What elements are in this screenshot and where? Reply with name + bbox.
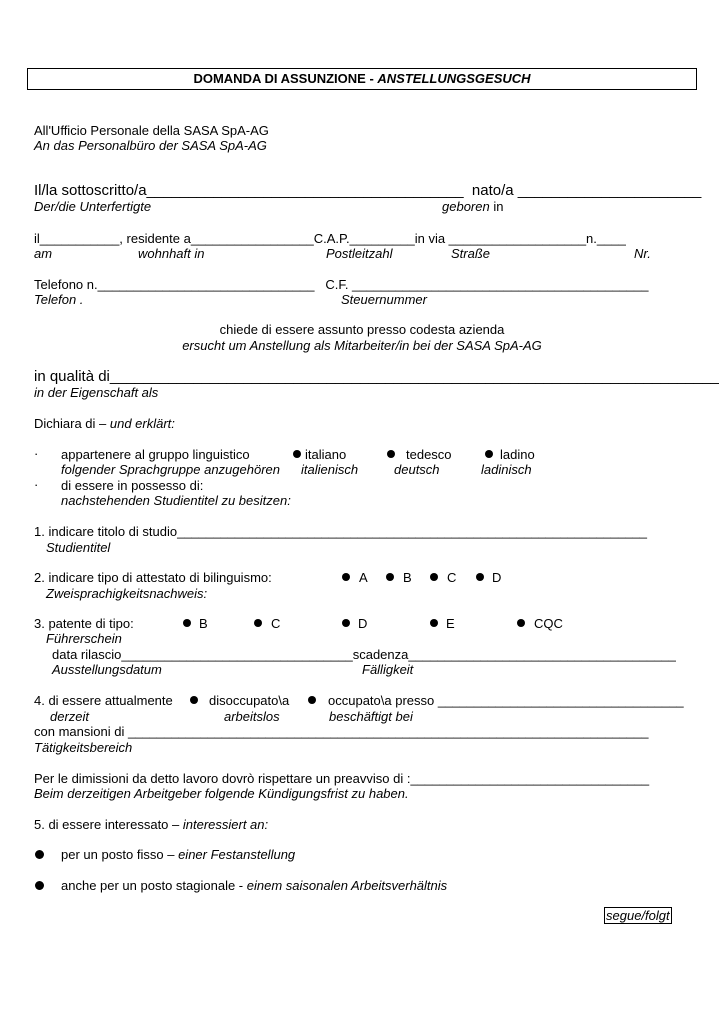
bilingual-option-c: C xyxy=(447,570,457,585)
permanent-position-label xyxy=(61,847,295,863)
continue-box: segue/folgt xyxy=(606,908,670,923)
addressee-it: All'Ufficio Personale della SASA SpA-AG xyxy=(34,123,269,138)
phone-taxcode-field[interactable]: Telefono n.______________________________ C.F. _________________________________________ xyxy=(34,277,649,292)
option-ladinisch: ladinisch xyxy=(481,462,532,477)
undersigned-de-label: Der/die Unterfertigte xyxy=(34,199,152,214)
employed-de: beschäftigt bei xyxy=(329,709,413,724)
study-title-field[interactable]: 1. indicare titolo di studio_________________________________________________________________ xyxy=(34,524,648,539)
street-de-label: Straße xyxy=(451,246,491,261)
option-italiano: italiano xyxy=(305,447,347,462)
radio-ladino[interactable] xyxy=(485,450,493,458)
license-dates-field[interactable]: data rilascio________________________________scadenza_____________________________________ xyxy=(52,647,676,662)
employment-label-it: 4. di essere attualmente xyxy=(34,693,173,708)
option-ladino: ladino xyxy=(500,447,535,462)
radio-license-b[interactable] xyxy=(183,619,191,627)
license-option-e: E xyxy=(446,616,455,631)
declares-label xyxy=(34,416,175,432)
notice-period-field[interactable]: Per le dimissioni da detto lavoro dovrò rispettare un preavviso di :_________________________________ xyxy=(34,771,650,786)
taxcode-de-label: Steuernummer xyxy=(341,292,427,307)
born-de-text: geboren xyxy=(442,199,490,214)
birth-residence-field[interactable]: il___________, residente a_________________C.A.P._________in via ___________________n.____ xyxy=(34,231,626,246)
language-group-de: folgender Sprachgruppe anzugehören xyxy=(61,462,281,477)
radio-license-e[interactable] xyxy=(430,619,438,627)
form-title-box xyxy=(27,68,697,90)
undersigned-field[interactable]: Il/la sottoscritto/a______________________________________ nato/a ______________________ xyxy=(34,182,702,199)
form-title-main: DOMANDA DI ASSUNZIONE - xyxy=(193,71,378,86)
request-de: ersucht um Anstellung als Mitarbeiter/in bei der SASA SpA-AG xyxy=(182,338,542,353)
radio-license-c[interactable] xyxy=(254,619,262,627)
employment-label-de: derzeit xyxy=(50,709,90,724)
seasonal-position-it: anche per un posto stagionale - xyxy=(61,878,247,893)
unemployed-de: arbeitslos xyxy=(224,709,280,724)
declares-de: und erklärt: xyxy=(109,416,175,431)
interest-de: interessiert an: xyxy=(182,817,269,832)
radio-license-cqc[interactable] xyxy=(517,619,525,627)
checkbox-permanent-position[interactable] xyxy=(35,850,44,859)
form-title xyxy=(28,71,696,87)
radio-bilingual-d[interactable] xyxy=(476,573,484,581)
study-bullet: · xyxy=(34,477,39,492)
license-option-c: C xyxy=(271,616,281,631)
option-tedesco: tedesco xyxy=(406,447,452,462)
language-bullet: · xyxy=(34,446,39,461)
study-possession-it: di essere in possesso di: xyxy=(61,478,204,493)
born-in-text: in xyxy=(489,199,504,214)
license-option-d: D xyxy=(358,616,368,631)
duties-field[interactable]: con mansioni di ________________________________________________________________________ xyxy=(34,724,649,739)
license-label-it: 3. patente di tipo: xyxy=(34,616,134,631)
study-title-de-label: Studientitel xyxy=(46,540,111,555)
house-number-de-label: Nr. xyxy=(634,246,651,261)
permanent-position-it: per un posto fisso – xyxy=(61,847,179,862)
notice-period-de: Beim derzeitigen Arbeitgeber folgende Kündigungsfrist zu haben. xyxy=(34,786,409,801)
bilingual-option-b: B xyxy=(403,570,412,585)
radio-bilingual-a[interactable] xyxy=(342,573,350,581)
radio-tedesco[interactable] xyxy=(387,450,395,458)
birth-date-de-label: am xyxy=(34,246,53,261)
seasonal-position-label xyxy=(61,878,447,894)
checkbox-seasonal-position[interactable] xyxy=(35,881,44,890)
license-label-de: Führerschein xyxy=(46,631,122,646)
form-title-german: ANSTELLUNGSGESUCH xyxy=(377,71,531,86)
declares-it: Dichiara di – xyxy=(34,416,110,431)
language-group-it: appartenere al gruppo linguistico xyxy=(61,447,250,462)
bilingual-option-d: D xyxy=(492,570,502,585)
duties-de-label: Tätigkeitsbereich xyxy=(34,740,133,755)
postcode-de-label: Postleitzahl xyxy=(326,246,393,261)
capacity-de-label: in der Eigenschaft als xyxy=(34,385,159,400)
radio-employed[interactable] xyxy=(308,696,316,704)
interest-it: 5. di essere interessato – xyxy=(34,817,183,832)
seasonal-position-de: einem saisonalen Arbeitsverhältnis xyxy=(246,878,448,893)
license-option-cqc: CQC xyxy=(534,616,563,631)
bilingual-label-de: Zweisprachigkeitsnachweis: xyxy=(46,586,208,601)
phone-de-label: Telefon . xyxy=(34,292,84,307)
option-italienisch: italienisch xyxy=(301,462,359,477)
request-it: chiede di essere assunto presso codesta azienda xyxy=(219,322,505,337)
addressee-de: An das Personalbüro der SASA SpA-AG xyxy=(34,138,267,153)
bilingual-option-a: A xyxy=(359,570,368,585)
interest-label xyxy=(34,817,268,833)
bilingual-label-it: 2. indicare tipo di attestato di bilinguismo: xyxy=(34,570,272,585)
expiry-de-label: Fälligkeit xyxy=(362,662,414,677)
born-de-label xyxy=(442,199,503,215)
issue-date-de-label: Ausstellungsdatum xyxy=(52,662,162,677)
radio-license-d[interactable] xyxy=(342,619,350,627)
radio-bilingual-c[interactable] xyxy=(430,573,438,581)
permanent-position-de: einer Festanstellung xyxy=(178,847,296,862)
option-deutsch: deutsch xyxy=(394,462,440,477)
radio-bilingual-b[interactable] xyxy=(386,573,394,581)
unemployed-it: disoccupato\a xyxy=(209,693,290,708)
employed-at-field[interactable]: occupato\a presso __________________________________ xyxy=(328,693,684,708)
capacity-field[interactable]: in qualità di_________________________________________________________________________ xyxy=(34,368,719,385)
radio-unemployed[interactable] xyxy=(190,696,198,704)
radio-italiano[interactable] xyxy=(293,450,301,458)
residence-de-label: wohnhaft in xyxy=(138,246,205,261)
study-possession-de: nachstehenden Studientitel zu besitzen: xyxy=(61,493,291,508)
license-option-b: B xyxy=(199,616,208,631)
